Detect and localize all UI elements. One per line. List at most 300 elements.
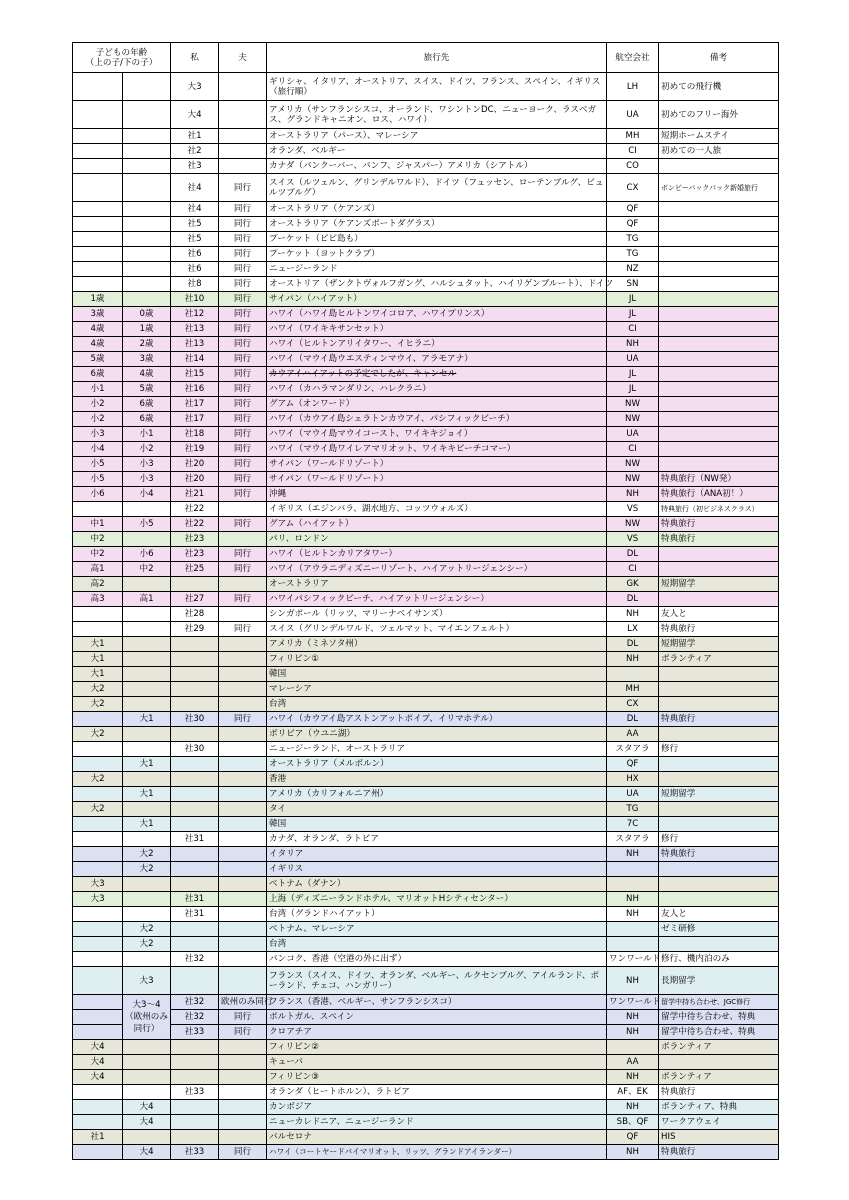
table-row [73,577,779,592]
destination-cell: オーストリア（ザンクトヴォルフガング、ハルシュタット、ハイリゲンブルート）、ドイツ [267,277,607,292]
note-cell: 修行 [659,832,779,847]
self-status-cell: 社17 [171,412,219,427]
husband-cell: 欧州のみ同行 [219,995,267,1010]
self-status-cell: 社1 [171,129,219,144]
note-cell [659,727,779,742]
husband-cell: 同行 [219,382,267,397]
child1-age-cell: 社1 [73,1130,123,1145]
child2-age-cell [123,232,171,247]
child2-age-cell: 小4 [123,487,171,502]
child1-age-cell [73,847,123,862]
child1-age-cell [73,712,123,727]
table-row [73,101,779,129]
destination-cell: プーケット（ヨットクラブ） [267,247,607,262]
table-row [73,397,779,412]
self-status-cell [171,772,219,787]
self-status-cell: 社33 [171,1145,219,1160]
child1-age-cell [73,922,123,937]
child1-age-cell [73,832,123,847]
child2-age-cell [123,832,171,847]
note-cell [659,697,779,712]
child1-age-cell [73,159,123,174]
husband-cell [219,1070,267,1085]
destination-cell: ハワイ（ハワイ島ヒルトンワイコロア、ハワイプリンス） [267,307,607,322]
self-status-cell [171,1055,219,1070]
note-cell: 留学中持ち合わせ、JGC修行 [659,995,779,1010]
child2-age-cell: 大3～4 （欧州のみ同行） [123,995,171,1040]
table-row [73,412,779,427]
airline-cell: QF [607,217,659,232]
airline-cell: LH [607,73,659,101]
husband-cell [219,502,267,517]
destination-cell: クロアチア [267,1025,607,1040]
child2-age-cell [123,532,171,547]
destination-cell: タイ [267,802,607,817]
child1-age-cell [73,1145,123,1160]
note-cell: 初めての一人旅 [659,144,779,159]
self-status-cell: 社12 [171,307,219,322]
husband-cell [219,1040,267,1055]
self-status-cell: 社5 [171,232,219,247]
airline-cell: QF [607,757,659,772]
airline-cell: CI [607,144,659,159]
table-row [73,202,779,217]
husband-cell [219,892,267,907]
husband-cell [219,907,267,922]
husband-cell: 同行 [219,427,267,442]
child2-age-cell: 大4 [123,1115,171,1130]
child2-age-cell: 大2 [123,937,171,952]
self-status-cell: 社32 [171,1010,219,1025]
table-row [73,472,779,487]
child2-age-cell: 小6 [123,547,171,562]
note-cell [659,937,779,952]
destination-cell: アメリカ（サンフランシスコ、オーランド、ワシントンDC、ニューヨーク、ラスベガス、グランドキャニオン、ロス、ハワイ） [267,101,607,129]
husband-cell [219,652,267,667]
husband-cell: 同行 [219,547,267,562]
airline-cell: NW [607,517,659,532]
note-cell: 友人と [659,607,779,622]
self-status-cell: 社30 [171,712,219,727]
airline-cell: UA [607,352,659,367]
airline-cell: CX [607,174,659,202]
table-row [73,292,779,307]
self-status-cell: 社4 [171,174,219,202]
husband-cell: 同行 [219,517,267,532]
destination-cell: サイパン（ワールドリゾート） [267,457,607,472]
airline-cell: スタアラ [607,832,659,847]
header-airline: 航空会社 [607,43,659,73]
destination-cell: ハワイ（マウイ島ワイレアマリオット、ワイキキビーチコマー） [267,442,607,457]
husband-cell: 同行 [219,1010,267,1025]
husband-cell [219,802,267,817]
child1-age-cell [73,174,123,202]
airline-cell: MH [607,129,659,144]
destination-cell: ハワイ（ヒルトンアリイタワー、イヒラニ） [267,337,607,352]
child2-age-cell [123,667,171,682]
husband-cell: 同行 [219,562,267,577]
note-cell: 修行、機内泊のみ [659,952,779,967]
note-cell [659,412,779,427]
child1-age-cell: 中1 [73,517,123,532]
table-row [73,232,779,247]
child2-age-cell: 小5 [123,517,171,532]
child2-age-cell: 6歳 [123,412,171,427]
husband-cell: 同行 [219,322,267,337]
child2-age-cell: 大1 [123,817,171,832]
table-row [73,502,779,517]
note-cell [659,547,779,562]
note-cell [659,247,779,262]
child1-age-cell [73,144,123,159]
destination-cell: ハワイ（ヒルトンカリアタワー） [267,547,607,562]
self-status-cell [171,1040,219,1055]
destination-cell: ハワイ（カウアイ島シェラトンカウアイ、パシフィックビーチ） [267,412,607,427]
airline-cell: NH [607,1145,659,1160]
note-cell: 初めての飛行機 [659,73,779,101]
destination-cell: 沖縄 [267,487,607,502]
table-row [73,817,779,832]
airline-cell: JL [607,292,659,307]
airline-cell: UA [607,101,659,129]
self-status-cell: 社14 [171,352,219,367]
child1-age-cell: 大1 [73,667,123,682]
table-row [73,1055,779,1070]
table-row [73,457,779,472]
husband-cell [219,757,267,772]
table-row [73,277,779,292]
table-row [73,667,779,682]
child1-age-cell: 小1 [73,382,123,397]
airline-cell: NH [607,907,659,922]
child1-age-cell [73,1100,123,1115]
airline-cell: スタアラ [607,742,659,757]
child1-age-cell [73,502,123,517]
child1-age-cell [73,907,123,922]
husband-cell [219,1085,267,1100]
husband-cell [219,817,267,832]
note-cell: ボンビーバックパック新婚旅行 [659,174,779,202]
child2-age-cell [123,697,171,712]
child2-age-cell: 小3 [123,457,171,472]
destination-cell: ポルトガル、スペイン [267,1010,607,1025]
child2-age-cell [123,577,171,592]
note-cell: 特典旅行 [659,622,779,637]
self-status-cell [171,937,219,952]
child2-age-cell [123,144,171,159]
child1-age-cell [73,787,123,802]
airline-cell: AA [607,1055,659,1070]
husband-cell [219,144,267,159]
table-row [73,922,779,937]
husband-cell [219,937,267,952]
child2-age-cell [123,101,171,129]
airline-cell: CI [607,442,659,457]
airline-cell: GK [607,577,659,592]
self-status-cell: 社31 [171,892,219,907]
child1-age-cell: 4歳 [73,322,123,337]
child2-age-cell: 小1 [123,427,171,442]
destination-cell: イタリア [267,847,607,862]
table-row [73,1100,779,1115]
table-row [73,757,779,772]
child2-age-cell [123,622,171,637]
self-status-cell: 大4 [171,101,219,129]
airline-cell: CI [607,562,659,577]
destination-cell: オランダ（ヒートホルン）、ラトビア [267,1085,607,1100]
husband-cell: 同行 [219,337,267,352]
table-row [73,862,779,877]
table-row [73,562,779,577]
header-destination: 旅行先 [267,43,607,73]
self-status-cell: 社20 [171,457,219,472]
self-status-cell: 社27 [171,592,219,607]
child1-age-cell: 大1 [73,637,123,652]
child1-age-cell [73,202,123,217]
destination-cell: ハワイパシフィックビーチ、ハイアットリージェンシー） [267,592,607,607]
note-cell: 特典旅行（初ビジネスクラス） [659,502,779,517]
note-cell: 特典旅行 [659,712,779,727]
child2-age-cell [123,652,171,667]
destination-cell: パリ、ロンドン [267,532,607,547]
airline-cell [607,1040,659,1055]
destination-cell: フィリピン② [267,1040,607,1055]
self-status-cell: 社4 [171,202,219,217]
husband-cell [219,532,267,547]
husband-cell [219,607,267,622]
husband-cell [219,742,267,757]
destination-cell: ハワイ（マウイ島マウイコースト、ワイキキジョイ） [267,427,607,442]
child1-age-cell: 小4 [73,442,123,457]
airline-cell [607,877,659,892]
travel-history-table [72,42,779,1160]
child1-age-cell [73,967,123,995]
child1-age-cell: 高3 [73,592,123,607]
destination-cell: オーストラリア（パース）、マレーシア [267,129,607,144]
self-status-cell: 社10 [171,292,219,307]
child2-age-cell [123,727,171,742]
child1-age-cell: 中2 [73,547,123,562]
child1-age-cell: 大2 [73,682,123,697]
note-cell: 短期留学 [659,637,779,652]
table-row [73,129,779,144]
self-status-cell [171,862,219,877]
airline-cell: DL [607,637,659,652]
airline-cell: LX [607,622,659,637]
note-cell [659,277,779,292]
child2-age-cell [123,952,171,967]
table-row [73,262,779,277]
airline-cell: UA [607,427,659,442]
child2-age-cell: 大4 [123,1145,171,1160]
header-note: 備考 [659,43,779,73]
husband-cell: 同行 [219,712,267,727]
husband-cell [219,772,267,787]
child2-age-cell: 大2 [123,862,171,877]
table-row [73,995,779,1010]
self-status-cell: 社8 [171,277,219,292]
self-status-cell: 社6 [171,247,219,262]
destination-cell: オランダ、ベルギー [267,144,607,159]
child1-age-cell: 3歳 [73,307,123,322]
airline-cell: DL [607,712,659,727]
table-row [73,847,779,862]
destination-cell: ボリビア（ウユニ湖） [267,727,607,742]
airline-cell: NW [607,457,659,472]
table-row [73,907,779,922]
destination-cell: アメリカ（カリフォルニア州） [267,787,607,802]
note-cell [659,682,779,697]
child2-age-cell [123,202,171,217]
table-row [73,382,779,397]
husband-cell: 同行 [219,622,267,637]
self-status-cell: 社6 [171,262,219,277]
destination-cell: バルセロナ [267,1130,607,1145]
table-row [73,1085,779,1100]
child2-age-cell [123,1055,171,1070]
child2-age-cell [123,217,171,232]
self-status-cell: 社31 [171,832,219,847]
destination-cell: サイパン（ハイアット） [267,292,607,307]
husband-cell [219,862,267,877]
self-status-cell: 社23 [171,547,219,562]
destination-cell: カナダ（バンクーバー、バンフ、ジャスパー）アメリカ（シアトル） [267,159,607,174]
child1-age-cell [73,247,123,262]
airline-cell: UA [607,787,659,802]
airline-cell: TG [607,802,659,817]
airline-cell: NH [607,487,659,502]
husband-cell [219,1100,267,1115]
husband-cell [219,787,267,802]
destination-cell: ベトナム、マレーシア [267,922,607,937]
child1-age-cell [73,1025,123,1040]
husband-cell [219,73,267,101]
self-status-cell: 社20 [171,472,219,487]
child2-age-cell: 1歳 [123,322,171,337]
child1-age-cell: 小3 [73,427,123,442]
child2-age-cell [123,129,171,144]
table-row [73,1070,779,1085]
husband-cell [219,877,267,892]
destination-cell: ハワイ（アウラニディズニーリゾート、ハイアットリージェンシー） [267,562,607,577]
self-status-cell: 社18 [171,427,219,442]
destination-cell: キューバ [267,1055,607,1070]
note-cell: 特典旅行 [659,847,779,862]
child1-age-cell [73,262,123,277]
child1-age-cell [73,217,123,232]
husband-cell: 同行 [219,232,267,247]
child1-age-cell [73,277,123,292]
self-status-cell [171,802,219,817]
airline-cell: NH [607,607,659,622]
destination-cell: 韓国 [267,667,607,682]
airline-cell: SN [607,277,659,292]
child1-age-cell: 中2 [73,532,123,547]
child2-age-cell [123,247,171,262]
child2-age-cell [123,262,171,277]
husband-cell: 同行 [219,307,267,322]
self-status-cell: 社33 [171,1025,219,1040]
destination-cell: オーストラリア（ケアンズボートダグラス） [267,217,607,232]
husband-cell: 同行 [219,217,267,232]
child1-age-cell: 大1 [73,652,123,667]
note-cell: ボランティア [659,1070,779,1085]
child1-age-cell: 小5 [73,457,123,472]
husband-cell: 同行 [219,292,267,307]
husband-cell: 同行 [219,397,267,412]
husband-cell [219,682,267,697]
airline-cell: ワンワールド [607,995,659,1010]
travel-history-sheet [72,42,779,1160]
destination-cell: ギリシャ、イタリア、オーストリア、スイス、ドイツ、フランス、スペイン、イギリス（旅行順） [267,73,607,101]
self-status-cell: 社2 [171,144,219,159]
self-status-cell [171,697,219,712]
note-cell [659,337,779,352]
child1-age-cell [73,607,123,622]
note-cell [659,457,779,472]
destination-cell: ベトナム（ダナン） [267,877,607,892]
husband-cell: 同行 [219,1025,267,1040]
child2-age-cell: 大2 [123,847,171,862]
airline-cell: TG [607,232,659,247]
note-cell [659,802,779,817]
husband-cell: 同行 [219,472,267,487]
husband-cell [219,101,267,129]
husband-cell: 同行 [219,277,267,292]
note-cell: HIS [659,1130,779,1145]
child2-age-cell: 大4 [123,1100,171,1115]
child2-age-cell [123,1085,171,1100]
child1-age-cell: 高2 [73,577,123,592]
child2-age-cell [123,277,171,292]
destination-cell: 台湾 [267,697,607,712]
destination-cell: プーケット（ピピ島も） [267,232,607,247]
table-row [73,592,779,607]
airline-cell: NH [607,1025,659,1040]
child2-age-cell [123,907,171,922]
destination-cell: オーストラリア（ケアンズ） [267,202,607,217]
self-status-cell: 社21 [171,487,219,502]
note-cell [659,862,779,877]
airline-cell: CX [607,697,659,712]
airline-cell [607,937,659,952]
self-status-cell [171,847,219,862]
self-status-cell: 社31 [171,907,219,922]
note-cell: ゼミ研修 [659,922,779,937]
child2-age-cell [123,502,171,517]
note-cell [659,322,779,337]
destination-cell: オーストラリア [267,577,607,592]
husband-cell [219,159,267,174]
husband-cell [219,1130,267,1145]
airline-cell: MH [607,682,659,697]
note-cell [659,592,779,607]
child1-age-cell [73,622,123,637]
airline-cell: NH [607,892,659,907]
husband-cell: 同行 [219,367,267,382]
destination-cell: マレーシア [267,682,607,697]
child1-age-cell [73,952,123,967]
table-row [73,532,779,547]
note-cell [659,262,779,277]
self-status-cell [171,652,219,667]
airline-cell: 7C [607,817,659,832]
husband-cell [219,922,267,937]
self-status-cell [171,1115,219,1130]
destination-cell: ハワイ（カウアイ島アストンアットポイプ、イリマホテル） [267,712,607,727]
self-status-cell [171,1070,219,1085]
husband-cell [219,967,267,995]
